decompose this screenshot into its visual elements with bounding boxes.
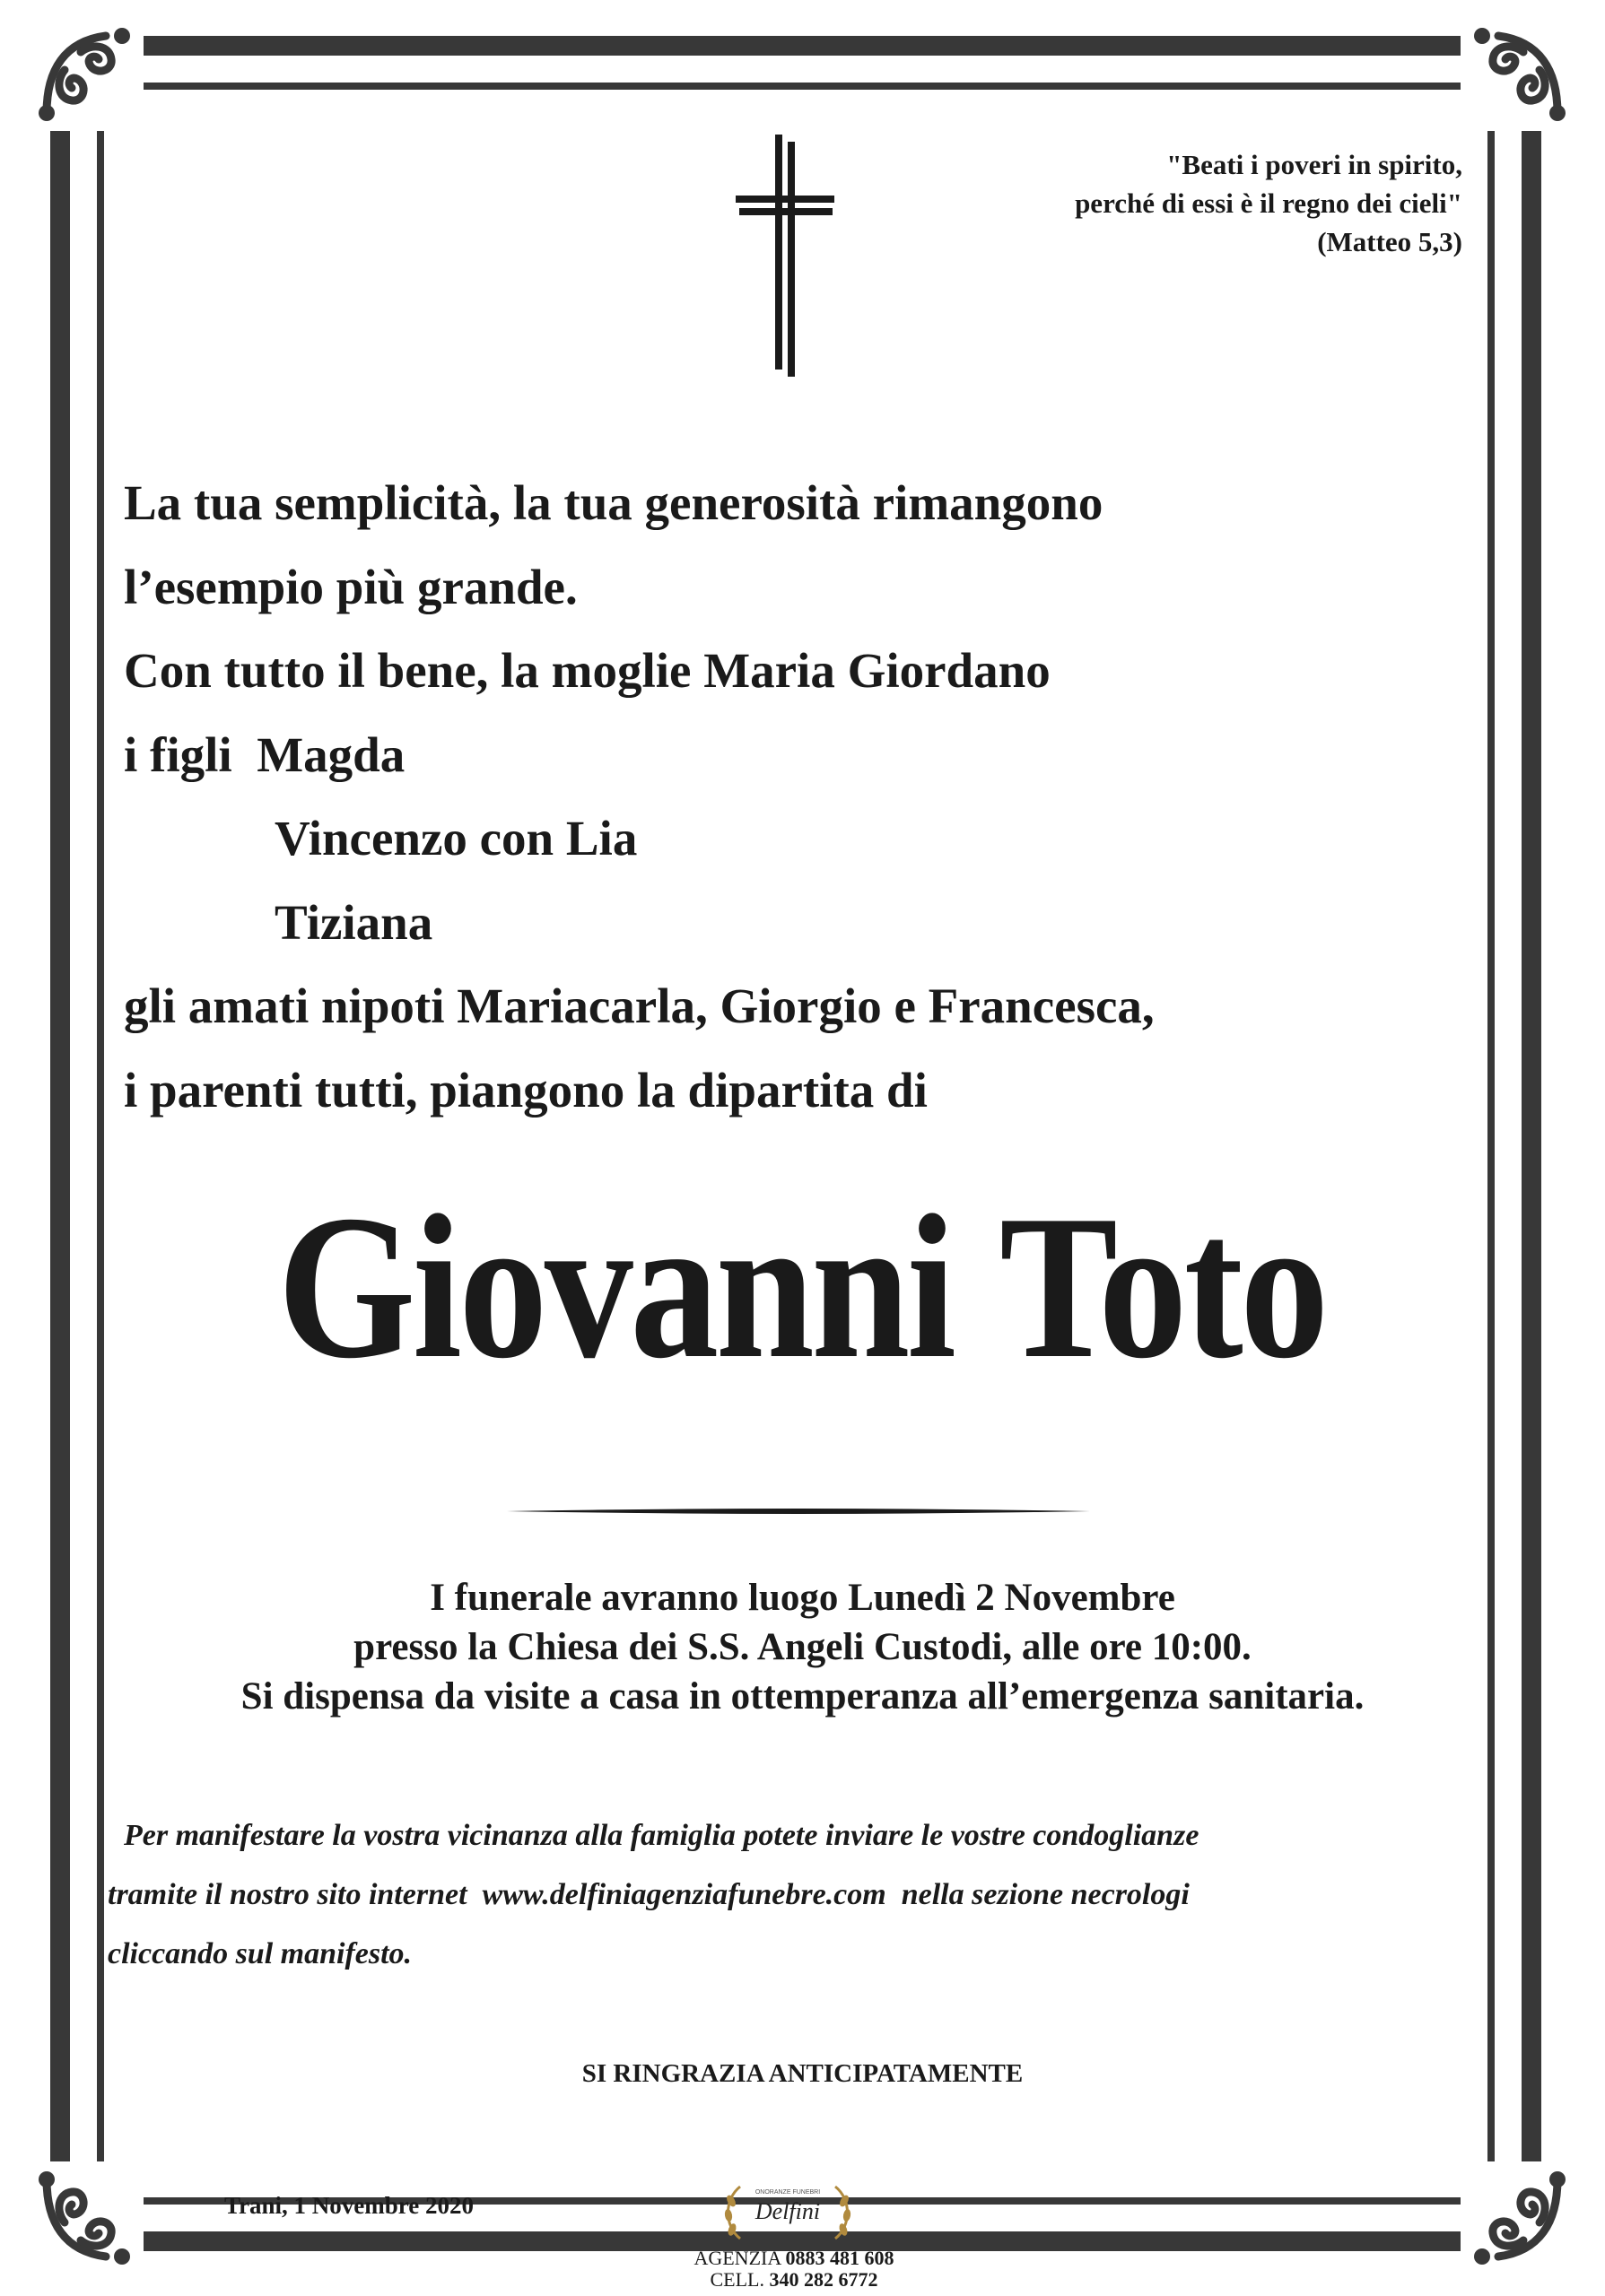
condolences-line: cliccando sul manifesto. xyxy=(108,1937,413,1970)
first-name: Giovanni xyxy=(277,1172,954,1401)
quote-line: perché di essi è il regno dei cieli" xyxy=(1075,187,1462,219)
logo-tagline: ONORANZE FUNEBRI xyxy=(755,2189,821,2196)
text-line: gli amati nipoti Mariacarla, Giorgio e Francesca, xyxy=(124,978,1155,1033)
text-line: l’esempio più grande. xyxy=(124,559,578,614)
info-line: Si dispensa da visite a casa in ottemperanza all’emergenza sanitaria. xyxy=(240,1675,1365,1718)
funeral-info xyxy=(90,1573,1515,1721)
announcement-text xyxy=(124,461,1470,1132)
agency-cell: 340 282 6772 xyxy=(769,2268,878,2291)
text-line: Con tutto il bene, la moglie Maria Giordano xyxy=(124,643,1051,698)
text-line: La tua semplicità, la tua generosità rimangono xyxy=(124,475,1103,530)
agency-phone-label: AGENZIA xyxy=(693,2247,781,2269)
deceased-name xyxy=(111,1152,1492,1422)
condolences-line: tramite il nostro sito internet www.delfiniagenziafunebre.com nella sezione necrologi xyxy=(108,1878,1190,1911)
corner-ornament-top-left xyxy=(29,16,144,131)
bible-quote xyxy=(987,145,1462,261)
corner-ornament-bottom-left xyxy=(29,2161,144,2276)
text-line: Vincenzo con Lia xyxy=(275,811,638,865)
corner-ornament-top-right xyxy=(1461,16,1575,131)
agency-logo xyxy=(720,2178,855,2246)
agency-phone: 0883 481 608 xyxy=(785,2247,894,2269)
agency-phone-row xyxy=(628,2248,960,2269)
quote-line: "Beati i poveri in spirito, xyxy=(1166,149,1462,180)
corner-ornament-bottom-right xyxy=(1461,2161,1575,2276)
condolences-note xyxy=(108,1806,1507,1984)
thanks-text: SI RINGRAZIA ANTICIPATAMENTE xyxy=(581,2059,1024,2088)
text-line: i figli Magda xyxy=(124,726,406,782)
place-date: Trani, 1 Novembre 2020 xyxy=(224,2192,474,2219)
condolences-line: Per manifestare la vostra vicinanza alla famiglia potete inviare le vostre condoglianze xyxy=(124,1819,1199,1852)
quote-reference: (Matteo 5,3) xyxy=(1317,226,1462,257)
agency-contacts xyxy=(628,2248,960,2291)
divider-line xyxy=(507,1503,1090,1510)
text-line: Tiziana xyxy=(275,894,433,950)
info-line: I funerale avranno luogo Lunedì 2 Novembre xyxy=(430,1577,1175,1619)
agency-cell-row xyxy=(628,2269,960,2291)
cross-icon xyxy=(736,135,834,377)
logo-name: Delfini xyxy=(755,2198,821,2224)
text-line: i parenti tutti, piangono la dipartita di xyxy=(124,1062,928,1118)
agency-cell-label: CELL. xyxy=(710,2268,764,2291)
info-line: presso la Chiesa dei S.S. Angeli Custodi, alle ore 10:00. xyxy=(353,1626,1252,1668)
last-name: Toto xyxy=(999,1172,1326,1401)
